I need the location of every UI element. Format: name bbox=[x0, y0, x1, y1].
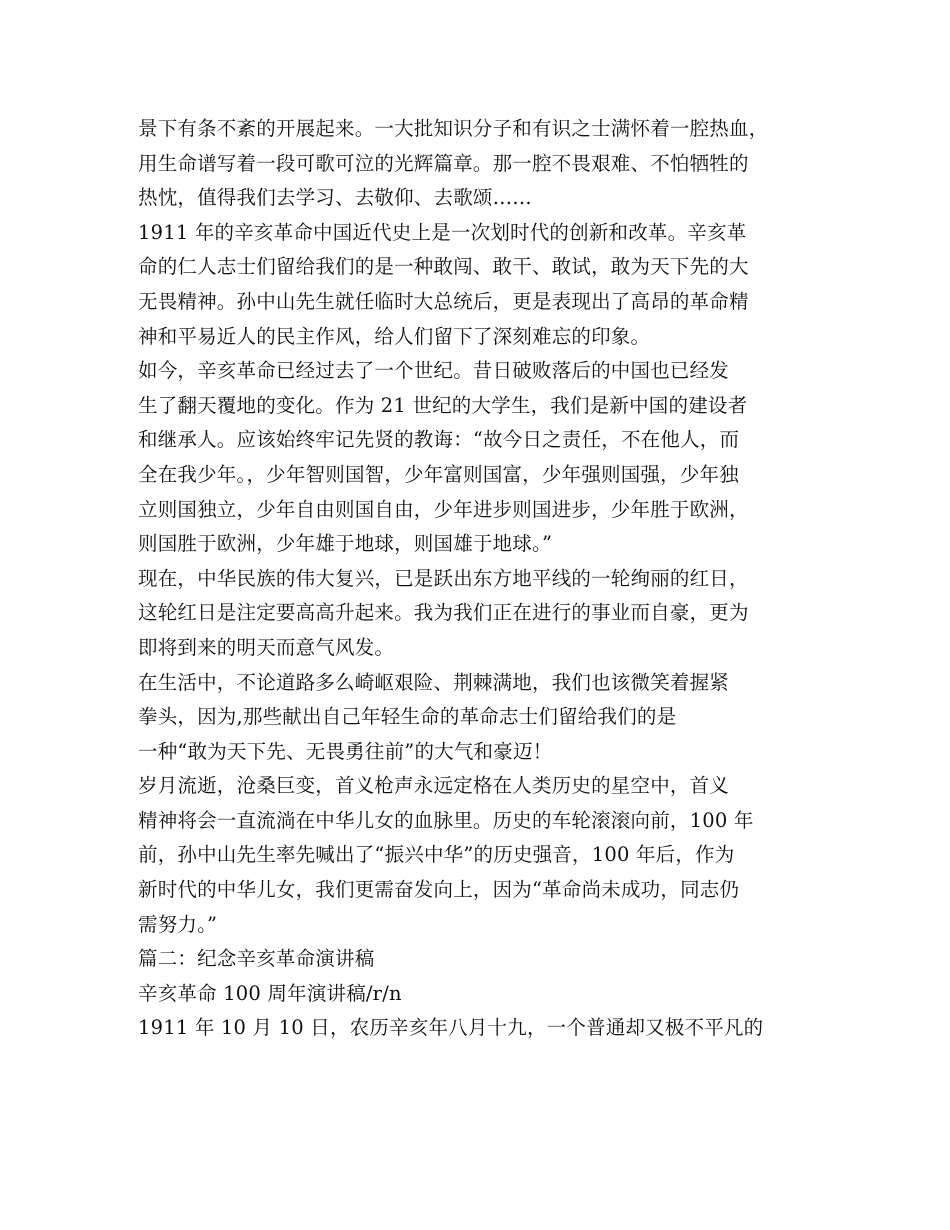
text-line: 新时代的中华儿女，我们更需奋发向上，因为“革命尚未成功，同志仍 bbox=[138, 878, 740, 902]
text-line: 这轮红日是注定要高高升起来。我为我们正在进行的事业而自豪，更为 bbox=[138, 601, 749, 625]
text-line: 立则国独立，少年自由则国自由，少年进步则国进步，少年胜于欧洲， bbox=[138, 497, 749, 521]
text-line: 拳头，因为,那些献出自己年轻生命的革命志士们留给我们的是 bbox=[138, 705, 677, 729]
text-line: 无畏精神。孙中山先生就任临时大总统后，更是表现出了高昂的革命精 bbox=[138, 289, 749, 313]
text-line: 1911 年 10 月 10 日，农历辛亥年八月十九，一个普通却又极不平凡的 bbox=[138, 1016, 764, 1040]
text-line: 篇二：纪念辛亥革命演讲稿 bbox=[138, 947, 375, 971]
text-line: 用生命谱写着一段可歌可泣的光辉篇章。那一腔不畏艰难、不怕牺牲的 bbox=[138, 151, 749, 175]
text-line: 神和平易近人的民主作风，给人们留下了深刻难忘的印象。 bbox=[138, 324, 651, 348]
text-line: 和继承人。应该始终牢记先贤的教诲：“故今日之责任，不在他人，而 bbox=[138, 428, 740, 452]
text-line: 热忱，值得我们去学习、去敬仰、去歌颂…… bbox=[138, 186, 533, 210]
document-body bbox=[138, 112, 838, 1046]
text-line: 前，孙中山先生率先喊出了“振兴中华”的历史强音，100 年后，作为 bbox=[138, 843, 735, 867]
text-line: 则国胜于欧洲，少年雄于地球，则国雄于地球。” bbox=[138, 532, 553, 556]
text-line: 一种“敢为天下先、无畏勇往前”的大气和豪迈！ bbox=[138, 739, 553, 763]
text-line: 命的仁人志士们留给我们的是一种敢闯、敢干、敢试，敢为天下先的大 bbox=[138, 255, 749, 279]
text-line: 需努力。” bbox=[138, 912, 218, 936]
text-line: 全在我少年。，少年智则国智，少年富则国富，少年强则国强，少年独 bbox=[138, 462, 739, 486]
text-line: 在生活中，不论道路多么崎岖艰险、荆棘满地，我们也该微笑着握紧 bbox=[138, 670, 730, 694]
text-line: 如今，辛亥革命已经过去了一个世纪。昔日破败落后的中国也已经发 bbox=[138, 359, 730, 383]
text-line: 精神将会一直流淌在中华儿女的血脉里。历史的车轮滚滚向前，100 年 bbox=[138, 808, 754, 832]
text-line: 岁月流逝，沧桑巨变，首义枪声永远定格在人类历史的星空中，首义 bbox=[138, 774, 730, 798]
text-line: 生了翻天覆地的变化。作为 21 世纪的大学生，我们是新中国的建设者 bbox=[138, 393, 748, 417]
text-line: 现在，中华民族的伟大复兴，已是跃出东方地平线的一轮绚丽的红日， bbox=[138, 566, 749, 590]
text-line: 1911 年的辛亥革命中国近代史上是一次划时代的创新和改革。辛亥革 bbox=[138, 220, 747, 244]
text-line: 辛亥革命 100 周年演讲稿/r/n bbox=[138, 981, 402, 1005]
text-line: 景下有条不紊的开展起来。一大批知识分子和有识之士满怀着一腔热血， bbox=[138, 117, 769, 140]
text-line: 即将到来的明天而意气风发。 bbox=[138, 635, 395, 659]
